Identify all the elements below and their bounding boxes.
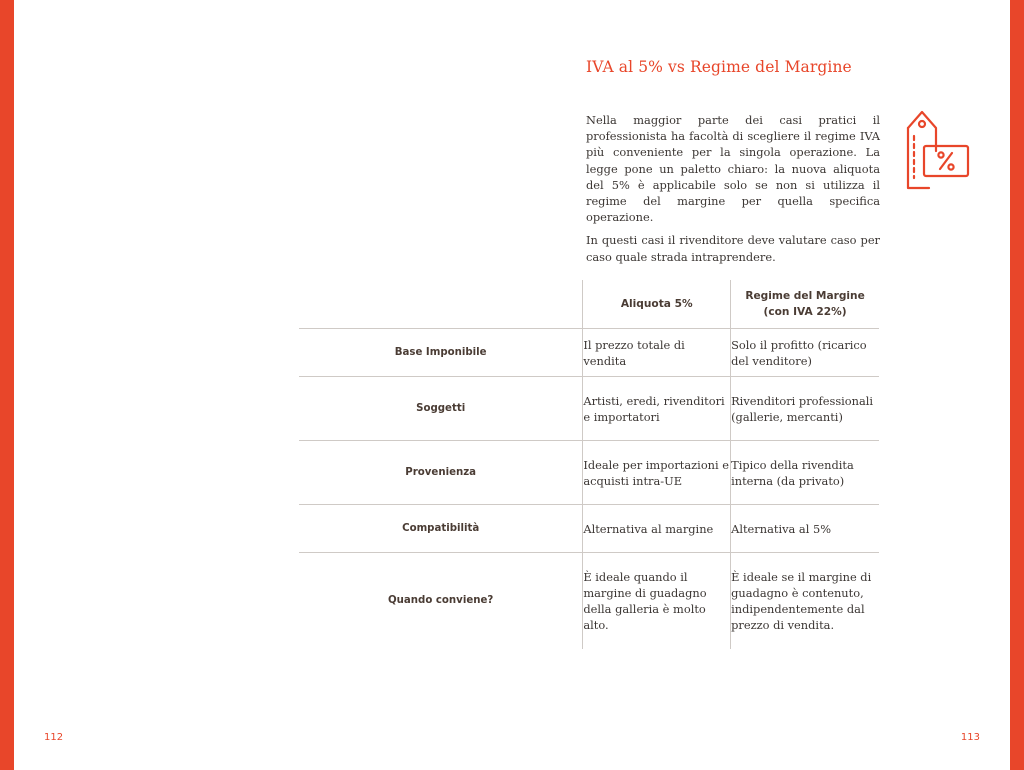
cell-aliquota: Il prezzo totale di vendita [583,329,731,377]
table-header-row [299,280,879,329]
comparison-table [299,280,879,649]
cell-aliquota: È ideale quando il margine di guadagno della galleria è molto alto. [583,553,731,649]
table-row [299,505,879,553]
cell-margine: Rivenditori professionali (gallerie, mercanti) [731,377,879,441]
header-aliquota: Aliquota 5% [583,280,731,329]
intro-paragraph-1: Nella maggior parte dei casi pratici il professionista ha facoltà di scegliere il regime IVA più conveniente per la singola operazione. La legge pone un paletto chiaro: la nuova aliquota del 5% è applicabile solo se non si utilizza il regime del margine per quella specifica operazione. [586,113,880,225]
row-label: Quando conviene? [388,594,494,606]
row-label: Base Imponibile [394,346,487,358]
row-label: Soggetti [416,402,466,414]
table-row [299,377,879,441]
cell-margine: Alternativa al 5% [731,505,879,553]
table-row [299,553,879,649]
price-tag-percent-icon [894,108,974,194]
header-empty [299,280,583,329]
right-page-edge [1010,0,1024,770]
cell-aliquota: Artisti, eredi, rivenditori e importatori [583,377,731,441]
page-number-left: 112 [44,732,64,743]
table-row [299,441,879,505]
header-regime-margine [731,280,879,329]
intro-text [586,112,880,272]
header-regime-line2: (con IVA 22%) [763,306,847,318]
cell-aliquota: Ideale per importazioni e acquisti intra-UE [583,441,731,505]
intro-paragraph-2: In questi casi il rivenditore deve valutare caso per caso quale strada intraprendere. [586,233,880,264]
row-label: Provenienza [405,466,477,478]
table-row [299,329,879,377]
page-number-right: 113 [960,732,980,743]
cell-margine: È ideale se il margine di guadagno è contenuto, indipendentemente dal prezzo di vendita. [731,553,879,649]
left-page-edge [0,0,14,770]
section-title: IVA al 5% vs Regime del Margine [586,58,852,76]
cell-aliquota: Alternativa al margine [583,505,731,553]
cell-margine: Tipico della rivendita interna (da privato) [731,441,879,505]
row-label: Compatibilità [402,522,480,534]
cell-margine: Solo il profitto (ricarico del venditore) [731,329,879,377]
header-regime-line1: Regime del Margine [745,290,865,302]
